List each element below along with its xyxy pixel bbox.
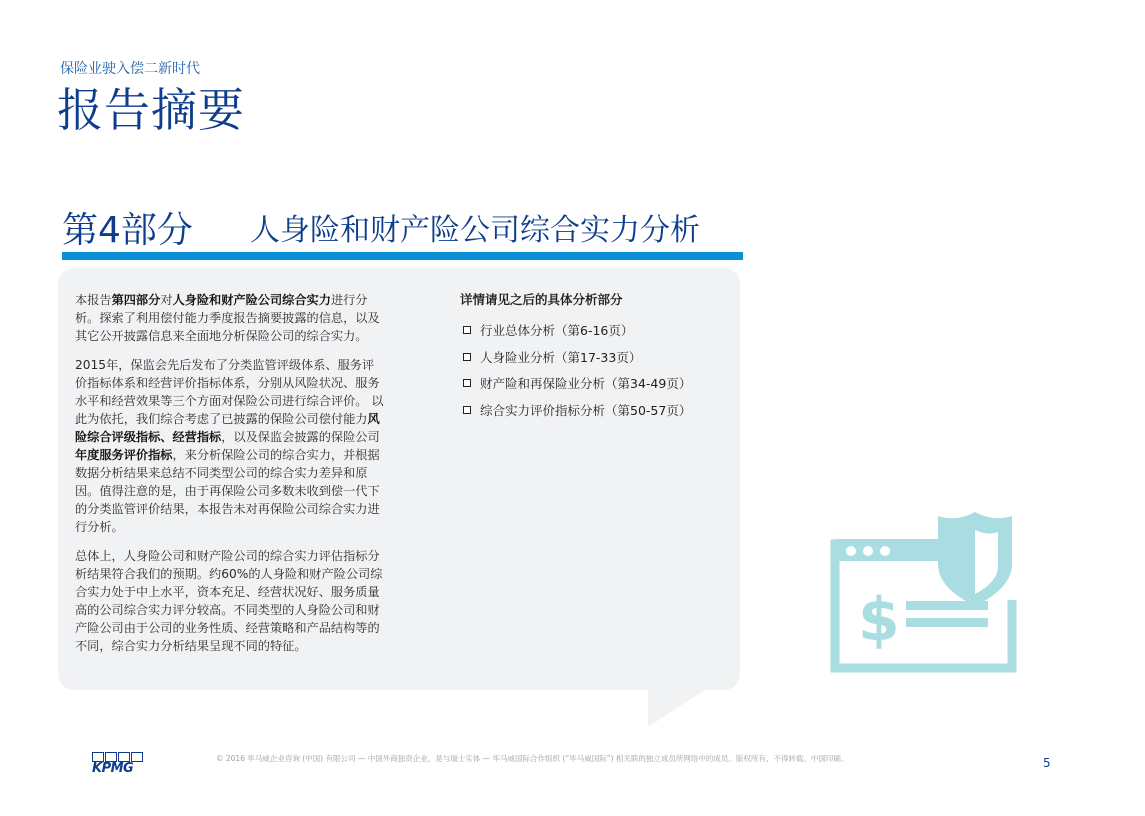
detail-list (460, 317, 691, 423)
detail-list-item (460, 397, 691, 424)
detail-list-item (460, 317, 691, 344)
summary-body (75, 291, 385, 666)
detail-item-label: 综合实力评价指标分析（第50-57页） (480, 402, 692, 418)
detail-item-label: 人身险业分析（第17-33页） (480, 349, 642, 365)
speech-bubble-tail (648, 689, 706, 727)
secure-payment-icon (830, 508, 1020, 678)
paragraph-text: 本报告 (75, 293, 112, 307)
kpmg-logo (92, 752, 148, 778)
paragraph-text: ，来分析保险公司的综合实力，并根据数据分析结果来总结不同类型公司的综合实力差异和原因。值得注意的是，由于再保险公司多数未收到偿一代下的分类监管评价结果，本报告未对再保险公司综合实力进行分析。 (75, 448, 380, 534)
checkbox-bullet-icon (463, 406, 471, 414)
emphasis-text: 风险综合评级指标、经营指标 (75, 412, 380, 444)
page-title: 报告摘要 (57, 83, 245, 137)
detail-heading: 详情请见之后的具体分析部分 (460, 292, 623, 307)
emphasis-text: 第四部分 (111, 293, 161, 307)
detail-list-item (460, 344, 691, 371)
page-number: 5 (1043, 756, 1051, 770)
detail-list-block (460, 290, 691, 423)
paragraph-text: ，以及保监会披露的保险公司 (221, 430, 380, 444)
report-subtitle: 保险业驶入偿二新时代 (60, 61, 200, 77)
detail-list-item (460, 370, 691, 397)
section-number: 第4部分 (62, 210, 193, 251)
logo-text: KPMG (92, 761, 134, 776)
checkbox-bullet-icon (463, 353, 471, 361)
summary-paragraph-3: 总体上，人身险公司和财产险公司的综合实力评估指标分析结果符合我们的预期。约60%的人身险和财产险公司综合实力处于中上水平，资本充足、经营状况好、服务质量高的公司综合实力评分较高。不同类型的人身险公司和财产险公司由于公司的业务性质、经营策略和产品结构等的不同，综合实力分析结果呈现不同的特征。 (75, 549, 383, 653)
dollar-sign-label: $ (858, 585, 900, 655)
checkbox-bullet-icon (463, 379, 471, 387)
paragraph-text: 2015年，保监会先后发布了分类监管评级体系、服务评价指标体系和经营评价指标体系，分别从风险状况、服务水平和经营效果等三个方面对保险公司进行综合评价。 以此为依托，我们综合考虑了已披露的保险公司偿付能力 (75, 358, 384, 426)
emphasis-text: 年度服务评价指标 (75, 448, 173, 462)
section-divider-bar (62, 252, 743, 260)
summary-paragraph-1 (75, 291, 385, 345)
checkbox-bullet-icon (463, 326, 471, 334)
emphasis-text: 人身险和财产险公司综合实力 (172, 293, 331, 307)
paragraph-text: 对 (160, 293, 173, 307)
detail-item-label: 行业总体分析（第6-16页） (480, 323, 634, 339)
paragraph-text: 进行分析。探索了利用偿付能力季度报告摘要披露的信息，以及其它公开披露信息来全面地分析保险公司的综合实力。 (75, 293, 380, 343)
section-title: 人身险和财产险公司综合实力分析 (250, 213, 700, 248)
summary-paragraph-2 (75, 356, 385, 536)
copyright-footer: © 2016 毕马威企业咨询 (中国) 有限公司 — 中国外商独资企业，是与瑞士实体 — 毕马威国际合作组织 (“毕马威国际”) 相关联的独立成员所网络中的成员。版权所有，不得转载。中国印刷。 (216, 754, 849, 763)
detail-item-label: 财产险和再保险业分析（第34-49页） (480, 376, 692, 392)
